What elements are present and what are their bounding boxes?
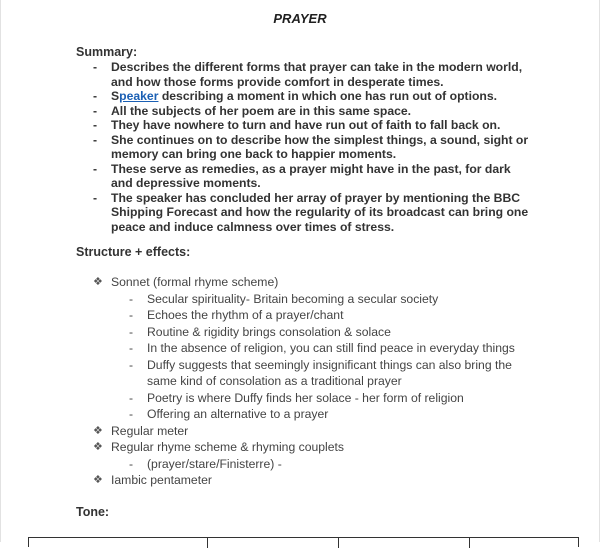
summary-item-text: The speaker has concluded her array of prayer by mentioning the BBC Shipping Forecast and how the regularity of its broadcast can bring one peace and induce calmness over times of stress. xyxy=(111,190,529,234)
structure-item xyxy=(93,423,533,440)
summary-item-text: All the subjects of her poem are in this same space. xyxy=(111,103,412,118)
diamond-bullet-icon: ❖ xyxy=(93,474,103,486)
structure-heading: Structure + effects: xyxy=(76,245,191,259)
structure-item-text: Regular meter xyxy=(111,423,189,438)
summary-item xyxy=(93,104,533,119)
page-title: PRAYER xyxy=(273,11,327,26)
structure-sub-list xyxy=(111,456,533,473)
structure-item xyxy=(93,472,533,489)
structure-sub-item xyxy=(111,291,533,308)
dash-bullet-icon: - xyxy=(93,161,98,176)
sub-item-text: Offering an alternative to a prayer xyxy=(147,407,329,421)
tone-heading: Tone: xyxy=(76,505,110,519)
structure-sub-item xyxy=(111,307,533,324)
dash-bullet-icon: - xyxy=(93,60,98,74)
dash-bullet-icon: - xyxy=(129,456,134,471)
dash-bullet-icon: - xyxy=(129,341,134,355)
diamond-bullet-icon: ❖ xyxy=(93,441,103,453)
sub-item-text: Echoes the rhythm of a prayer/chant xyxy=(147,308,344,322)
summary-item-text: These serve as remedies, as a prayer might have in the past, for dark and depressive moments. xyxy=(111,161,511,190)
summary-item-prefix: S xyxy=(111,89,120,103)
structure-item-text: Iambic pentameter xyxy=(111,473,212,487)
speaker-link[interactable]: peaker xyxy=(119,89,159,103)
dash-bullet-icon: - xyxy=(93,118,98,132)
dash-bullet-icon: - xyxy=(129,324,134,339)
summary-item xyxy=(93,118,533,133)
dash-bullet-icon: - xyxy=(93,89,98,103)
structure-item-text: Sonnet (formal rhyme scheme) xyxy=(111,275,279,289)
sub-item-text: Routine & rigidity brings consolation & solace xyxy=(147,324,391,339)
tone-table xyxy=(28,537,579,547)
summary-item-text: She continues on to describe how the simplest things, a sound, sight or memory can bring one back to happier moments. xyxy=(111,132,529,161)
summary-item-text: describing a moment in which one has run out of options. xyxy=(158,89,498,103)
structure-list xyxy=(93,274,533,489)
summary-item xyxy=(93,60,533,89)
dash-bullet-icon: - xyxy=(129,357,134,372)
diamond-bullet-icon: ❖ xyxy=(93,424,103,437)
structure-sub-item xyxy=(111,390,533,407)
diamond-bullet-icon: ❖ xyxy=(93,276,103,288)
dash-bullet-icon: - xyxy=(93,132,98,147)
summary-list xyxy=(93,60,533,234)
sub-item-text: (prayer/stare/Finisterre) - xyxy=(147,456,282,471)
dash-bullet-icon: - xyxy=(129,390,134,405)
table-column-divider xyxy=(469,538,470,548)
summary-item xyxy=(93,133,533,162)
summary-heading: Summary: xyxy=(76,45,138,59)
structure-item xyxy=(93,274,533,423)
structure-sub-item xyxy=(111,357,533,390)
dash-bullet-icon: - xyxy=(93,103,98,118)
dash-bullet-icon: - xyxy=(93,190,98,205)
sub-item-text: Poetry is where Duffy finds her solace - her form of religion xyxy=(147,390,464,405)
summary-item xyxy=(93,191,533,235)
summary-item xyxy=(93,89,533,104)
dash-bullet-icon: - xyxy=(129,407,134,421)
structure-sub-item xyxy=(111,456,533,473)
summary-item-text: They have nowhere to turn and have run out of faith to fall back on. xyxy=(111,118,501,132)
sub-item-text: Duffy suggests that seemingly insignificant things can also bring the same kind of consolation as a traditional prayer xyxy=(147,357,512,388)
structure-sub-item xyxy=(111,324,533,341)
dash-bullet-icon: - xyxy=(129,308,134,322)
summary-item xyxy=(93,162,533,191)
structure-sub-list xyxy=(111,291,533,423)
sub-item-text: Secular spirituality- Britain becoming a secular society xyxy=(147,291,439,306)
structure-item xyxy=(93,439,533,472)
summary-item-text: Describes the different forms that prayer can take in the modern world, and how those forms provide comfort in desperate times. xyxy=(111,60,523,89)
dash-bullet-icon: - xyxy=(129,291,134,306)
structure-item-text: Regular rhyme scheme & rhyming couplets xyxy=(111,440,345,454)
structure-sub-item xyxy=(111,340,533,357)
table-column-divider xyxy=(207,538,208,548)
table-column-divider xyxy=(338,538,339,548)
structure-sub-item xyxy=(111,406,533,423)
sub-item-text: In the absence of religion, you can still find peace in everyday things xyxy=(147,341,515,355)
